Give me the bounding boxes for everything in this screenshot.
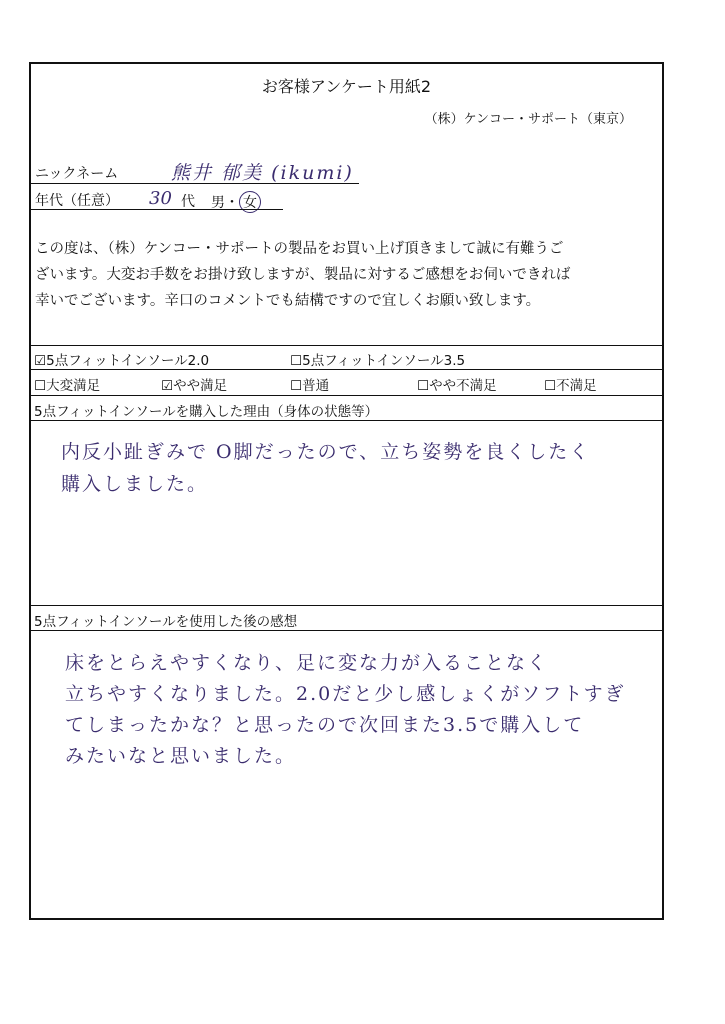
intro-line: この度は、（株）ケンコー・サポートの製品をお買い上げ頂きまして誠に有難うご	[35, 241, 564, 257]
reason-heading: 5点フィットインソールを購入した理由（身体の状態等）	[34, 404, 379, 420]
company-name: （株）ケンコー・サポート（東京）	[424, 112, 632, 127]
divider	[31, 420, 662, 421]
gender-male: 男	[211, 195, 225, 211]
intro-line: ざいます。大変お手数をお掛け致しますが、製品に対するご感想をお伺いできれば	[35, 267, 571, 283]
reason-answer	[61, 436, 590, 500]
impression-heading: 5点フィットインソールを使用した後の感想	[34, 614, 298, 630]
age-unit: 代	[181, 194, 195, 210]
divider	[31, 345, 662, 346]
product-option-2-0[interactable]: ☑5点フィットインソール2.0	[34, 353, 210, 369]
survey-form	[29, 62, 664, 920]
reason-line: 内反小趾ぎみで O脚だったので、立ち姿勢を良くしたく	[61, 441, 591, 463]
age-label: 年代（任意）	[35, 193, 119, 209]
satisfaction-neutral[interactable]: ☐普通	[290, 378, 330, 394]
form-title: お客様アンケート用紙2	[261, 77, 432, 96]
divider	[31, 605, 662, 606]
satisfaction-very-satisfied[interactable]: ☐大変満足	[34, 378, 101, 394]
gender-female-selected: 女	[239, 191, 261, 213]
satisfaction-dissatisfied[interactable]: ☐不満足	[544, 378, 597, 394]
impression-line: 床をとらえやすくなり、足に変な力が入ることなく	[65, 652, 549, 674]
impression-line: 立ちやすくなりました。2.0だと少し感しょくがソフトすぎ	[65, 683, 626, 705]
impression-answer	[65, 648, 626, 772]
satisfaction-row	[31, 370, 662, 396]
age-value: 30	[149, 188, 172, 209]
product-option-3-5[interactable]: ☐5点フィットインソール3.5	[290, 353, 466, 369]
reason-line: 購入しました。	[61, 473, 209, 495]
intro-text	[35, 236, 654, 314]
satisfaction-somewhat-dissatisfied[interactable]: ☐やや不満足	[417, 378, 497, 394]
gender-separator: ・	[225, 195, 239, 211]
impression-line: てしまったかな？と思ったので次回また3.5で購入して	[65, 714, 585, 736]
nickname-underline	[31, 183, 359, 184]
nickname-value: 熊井 郁美 (ikumi)	[171, 162, 354, 184]
nickname-label: ニックネーム	[35, 166, 119, 182]
divider	[31, 630, 662, 631]
satisfaction-somewhat-satisfied[interactable]: ☑やや満足	[161, 378, 228, 394]
intro-line: 幸いでございます。辛口のコメントでも結構ですので宜しくお願い致します。	[35, 293, 541, 309]
divider	[31, 395, 662, 396]
impression-line: みたいなと思いました。	[65, 745, 297, 767]
age-underline	[31, 209, 283, 210]
